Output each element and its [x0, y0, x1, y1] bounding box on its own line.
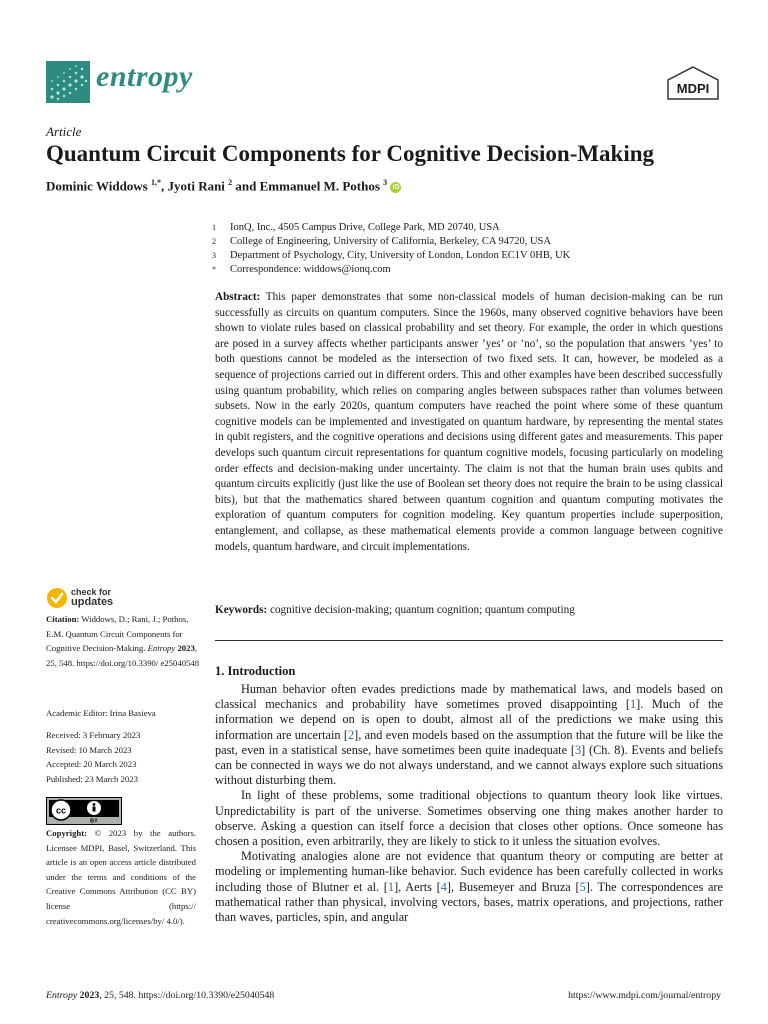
copyright-text: © 2023 by the authors. Licensee MDPI, Basel, Switzerland. This article is an open access article distributed under the terms and conditions of the Creative Commons Attribution (CC BY) license (https:// creativecommons.org/licenses/by/ 4.0/).	[46, 828, 196, 926]
section-heading: 1. Introduction	[215, 664, 296, 678]
affiliation-row	[212, 221, 732, 235]
paragraph: Human behavior often evades predictions made by mathematical laws, and models based on classical mechanics and probability have sometimes proved disappointing [1]. Much of the information we depend on is open to doubt, almost all of the predictions we make using this information are uncertain [2], and even models based on the assumption that the future will be like the past, even in a statistical sense, have sometimes been quite inadequate [3] (Ch. 8). Events and beliefs can be connected in ways we do not always understand, and we cannot always explore such situations without disturbing them.	[215, 682, 723, 788]
footer-citation: Entropy 2023, 25, 548. https://doi.org/10.3390/e25040548	[46, 990, 275, 1001]
accepted-date: Accepted: 20 March 2023	[46, 759, 137, 770]
footer-journal-url[interactable]: https://www.mdpi.com/journal/entropy	[568, 990, 721, 1001]
section-divider	[215, 640, 723, 641]
svg-text:cc: cc	[55, 805, 67, 816]
citation-link[interactable]: 1	[387, 879, 395, 894]
check-for-updates-icon[interactable]	[46, 587, 68, 609]
check-for-updates-label[interactable]: check for updates	[71, 587, 114, 608]
publisher-name: MDPI	[676, 81, 710, 96]
intro-body	[215, 682, 723, 925]
received-date: Received: 3 February 2023	[46, 730, 141, 740]
correspondence-text[interactable]: Correspondence: widdows@ionq.com	[230, 264, 391, 275]
history-dates	[46, 728, 206, 786]
keywords	[215, 604, 723, 616]
article-type: Article	[46, 124, 82, 139]
paragraph: In light of these problems, some traditional objections to quantum theory look like virtues. Unpredictability is part of the universe. Sometimes observing one thing makes another harder to observe. Asking a question can itself force a decision that closes other options. Once someone has chosen a position, even arbitrarily, they are likely to stick to it unless the situation evolves.	[215, 788, 723, 849]
affiliation-text: College of Engineering, University of California, Berkeley, CA 94720, USA	[230, 236, 551, 247]
citation-link[interactable]: 3	[574, 742, 582, 757]
author-name[interactable]: Dominic Widdows	[46, 178, 148, 194]
cc-by-label: BY	[90, 818, 98, 824]
published-date: Published: 23 March 2023	[46, 773, 138, 784]
citation-label: Citation:	[46, 614, 80, 624]
keywords-text: cognitive decision-making; quantum cognition; quantum computing	[270, 604, 575, 616]
citation-link[interactable]: 1	[629, 697, 637, 712]
academic-editor: Academic Editor: Irina Basieva	[46, 708, 156, 718]
author-superscript: 1,*	[151, 178, 161, 187]
author-conjunction: and	[235, 178, 257, 194]
abstract-label: Abstract:	[215, 291, 261, 303]
citation-doi[interactable]: , 25, 548. https://doi.org/10.3390/ e25040548	[46, 643, 200, 668]
authors-line: Dominic Widdows $^{1,*}$, Jyoti Rani $^2$ and Emmanuel M. Pothos $^3$ iD	[46, 178, 400, 194]
affiliation-text: Department of Psychology, City, University of London, London EC1V 0HB, UK	[230, 250, 571, 261]
footer-doi-link[interactable]: , 25, 548. https://doi.org/10.3390/e25040548	[99, 990, 275, 1001]
author-superscript: 3	[383, 178, 388, 187]
keywords-label: Keywords:	[215, 604, 268, 616]
abstract-text: This paper demonstrates that some non-classical models of human decision-making can be run successfully as circuits on quantum computers. Since the 1960s, many observed cognitive behaviors have been shown to violate rules based on classical probability and set theory. For example, the order in which questions are posed in a survey affects whether participants answer ’yes’ or ’no’, so the population that answers ’yes’ to both questions cannot be modeled as the intersection of two fixed sets. It can, however, be modeled as a sequence of projections carried out in different orders. This and other examples have been described successfully using quantum probability, which relies on comparing angles between subspaces rather than volumes between subsets. Now in the early 2020s, quantum computers have reached the point where some of these quantum cognitive models can be implemented and investigated on quantum hardware, by representing the mental states in qubit registers, and the cognitive operations and decisions using different gates and measurements. This paper develops such quantum circuit representations for quantum cognitive models, focusing particularly on modeling order effects and decision-making under uncertainty. The claim is not that the human brain uses qubits and quantum circuits explicitly (just like the use of Boolean set theory does not require the brain to be using classical bits), but that the mathematics shared between quantum cognition and quantum computing motivates the exploration of quantum computers for cognition modeling. Key quantum properties include superposition, entanglement, and collapse, as these mathematical elements provide a common language between cognitive models, quantum hardware, and circuit implementations.	[215, 291, 723, 553]
revised-date: Revised: 10 March 2023	[46, 744, 132, 755]
journal-name: entropy	[96, 60, 193, 93]
affiliation-mark: *	[212, 265, 216, 274]
page-title: Quantum Circuit Components for Cognitive Decision-Making	[46, 141, 655, 166]
affiliation-row	[212, 263, 732, 277]
citation-block: Citation: Widdows, D.; Rani, J.; Pothos, E.M. Quantum Circuit Components for Cognitive Decision-Making. Entropy 2023, 25, 548. https://doi.org/10.3390/ e25040548	[46, 614, 200, 668]
orcid-icon[interactable]: iD	[392, 184, 400, 192]
paragraph: Motivating analogies alone are not evidence that quantum theory or computing are better at modeling or implementing human-like behavior. Such evidence has been carefully collected in works including those of Blutner et al. [1], Aerts [4], Busemeyer and Bruza [5]. The correspondences are mathematical rather than physical, involving vectors, bases, matrix operations, and projections, rather than waves, particles, spin, and angular	[215, 849, 723, 925]
abstract	[215, 290, 723, 555]
affiliation-text: IonQ, Inc., 4505 Campus Drive, College Park, MD 20740, USA	[230, 222, 500, 233]
mdpi-logo	[666, 66, 720, 100]
author-name[interactable]: Jyoti Rani	[167, 178, 225, 194]
affiliation-mark: 3	[212, 251, 216, 260]
citation-link[interactable]: 4	[440, 879, 447, 894]
affiliation-row	[212, 235, 732, 249]
affiliation-mark: 1	[212, 223, 216, 232]
copyright-block	[46, 826, 196, 928]
author-superscript: 2	[228, 178, 233, 187]
citation-link[interactable]: 2	[347, 727, 355, 742]
affiliation-mark: 2	[212, 237, 216, 246]
copyright-label: Copyright:	[46, 828, 88, 838]
author-name[interactable]: Emmanuel M. Pothos	[259, 178, 380, 194]
affiliation-row	[212, 249, 732, 263]
affiliations	[212, 221, 732, 277]
cc-license-badge[interactable]	[46, 797, 122, 825]
citation-link[interactable]: 5	[579, 879, 586, 894]
journal-logo-icon	[46, 61, 90, 103]
